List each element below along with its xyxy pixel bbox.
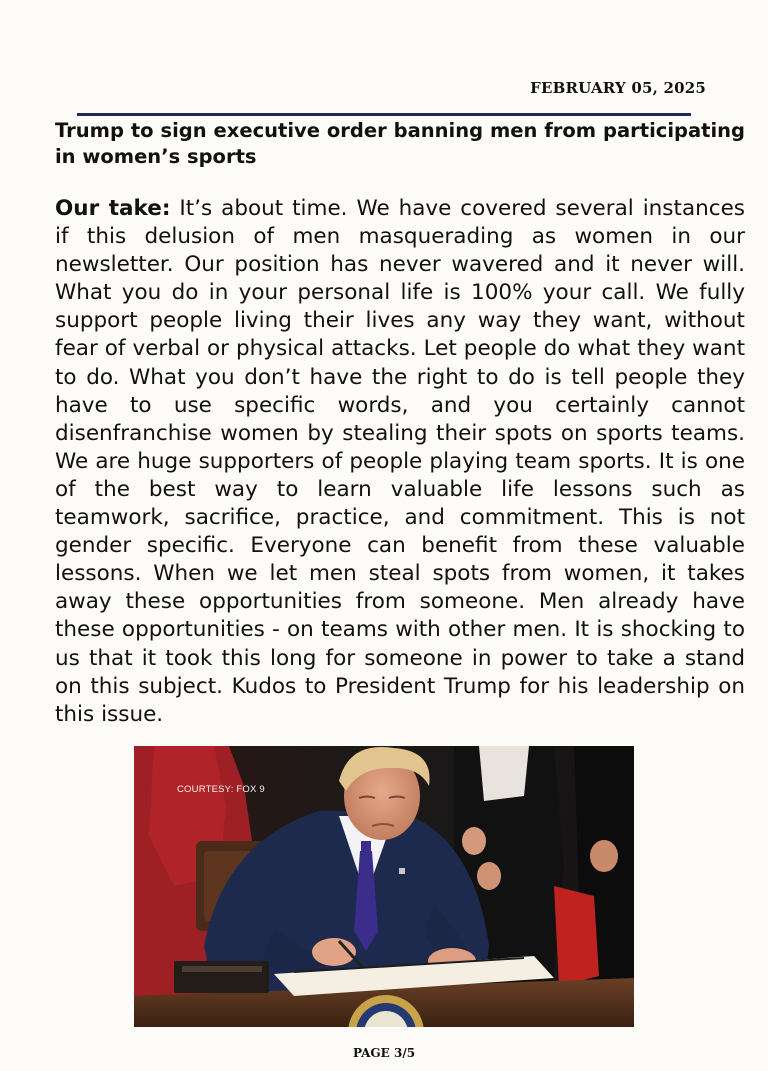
article-headline: Trump to sign executive order banning men from participating in women’s sports bbox=[55, 119, 745, 168]
our-take-text: It’s about time. We have covered several instances if this delusion of men masquerading as women in our newsletter. Our position has never wavered and it never will. What you do in your personal life is 100% your call. We fully support people living their lives any way they want, without fear of verbal or physical attacks. Let people do what they want to do. What you don’t have the right to do is tell people they have to use specific words, and you certainly cannot disenfranchise women by stealing their spots on sports teams. We are huge supporters of people playing team sports. It is one of the best way to learn valuable life lessons such as teamwork, sacrifice, practice, and commitment. This is not gender specific. Everyone can benefit from these valuable lessons. When we let men steal spots from women, it takes away these opportunities from someone. Men already have these opportunities - on teams with other men. It is shocking to us that it took this long for someone in power to take a stand on this subject. Kudos to President Trump for his leadership on this issue. bbox=[55, 196, 759, 727]
photo-credit: COURTESY: FOX 9 bbox=[177, 784, 265, 795]
page-number: PAGE 3/5 bbox=[352, 1046, 416, 1060]
article-photo bbox=[134, 746, 634, 1027]
article-body bbox=[55, 195, 759, 729]
our-take-label: Our take: bbox=[55, 196, 171, 221]
newsletter-date: FEBRUARY 05, 2025 bbox=[530, 79, 706, 97]
header-divider bbox=[77, 113, 691, 116]
